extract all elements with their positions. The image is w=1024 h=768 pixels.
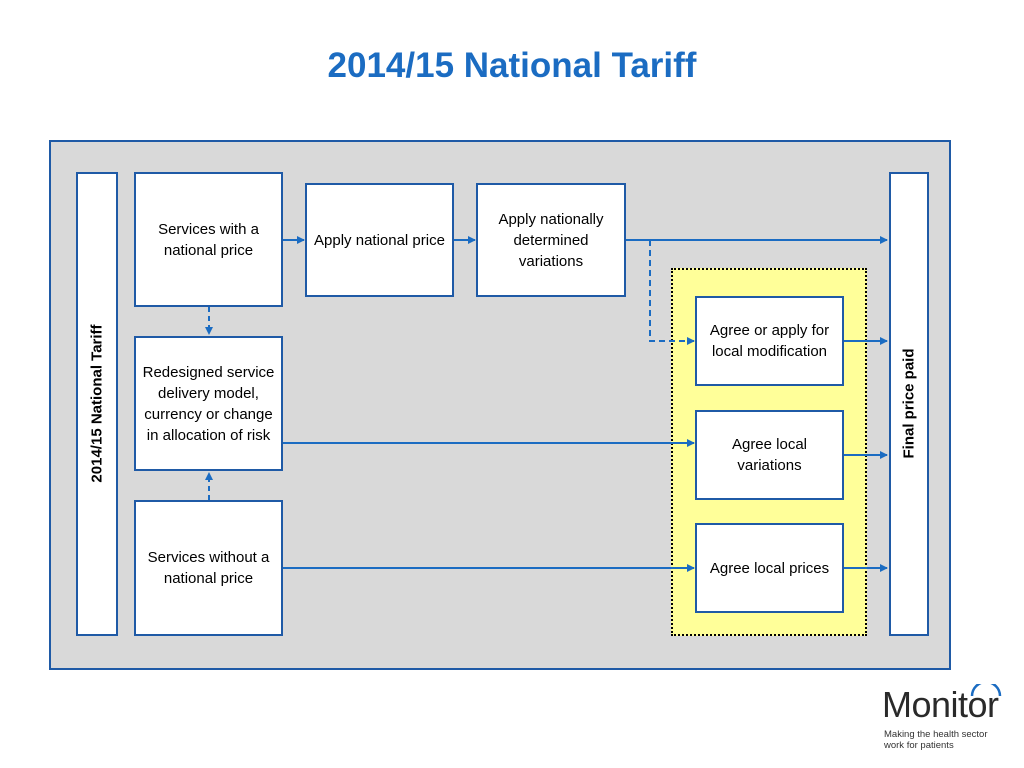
services-without-national-price-box: Services without a national price — [134, 500, 283, 636]
page-title: 2014/15 National Tariff — [327, 46, 697, 85]
apply-nationally-determined-variations-box: Apply nationally determined variations — [476, 183, 626, 297]
services-with-national-price-box: Services with a national price — [134, 172, 283, 307]
arrow-dashed-to-modification — [650, 240, 694, 341]
monitor-logo — [882, 684, 1012, 758]
local-modification-box: Agree or apply for local modification — [695, 296, 844, 386]
logo-tagline: Making the health sector work for patients — [884, 729, 988, 751]
logo-wordmark: Monitor — [882, 684, 999, 725]
local-prices-box: Agree local prices — [695, 523, 844, 613]
final-price-bar-label: Final price paid — [900, 348, 918, 459]
redesigned-service-delivery-box: Redesigned service delivery model, currency or change in allocation of risk — [134, 336, 283, 471]
apply-national-price-box: Apply national price — [305, 183, 454, 297]
tariff-bar-label: 2014/15 National Tariff — [88, 324, 106, 483]
local-variations-box: Agree local variations — [695, 410, 844, 500]
